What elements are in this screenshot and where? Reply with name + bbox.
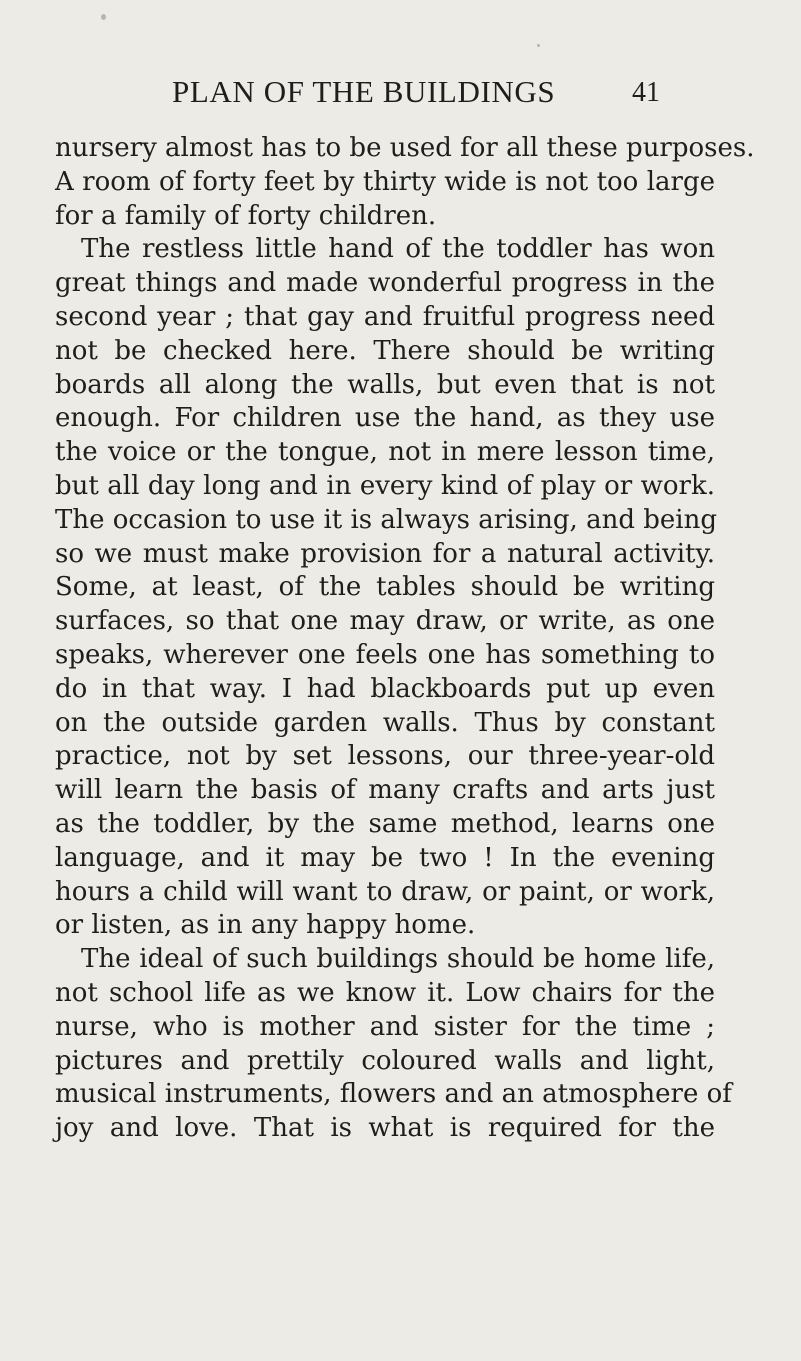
text-line: on the outside garden walls. Thus by constant [55, 707, 715, 738]
text-line: practice, not by set lessons, our three-year-old [55, 741, 715, 772]
text-line: for a family of forty children. [55, 200, 437, 231]
page-number: 41 [632, 77, 660, 108]
body-text [55, 132, 755, 1146]
text-line: boards all along the walls, but even that is not [55, 369, 715, 400]
text-line: great things and made wonderful progress in the [55, 268, 715, 299]
running-title: PLAN OF THE BUILDINGS [172, 74, 556, 109]
text-line: The ideal of such buildings should be home life, [81, 944, 715, 975]
text-line: as the toddler, by the same method, learns one [55, 808, 715, 839]
text-line: second year ; that gay and fruitful progress need [55, 301, 715, 332]
text-line: not be checked here. There should be writing [55, 335, 715, 366]
text-line: will learn the basis of many crafts and arts just [55, 775, 715, 806]
text-line: do in that way. I had blackboards put up even [55, 673, 715, 704]
text-line: surfaces, so that one may draw, or write, as one [55, 606, 715, 637]
text-line: pictures and prettily coloured walls and light, [55, 1045, 715, 1076]
text-line: nursery almost has to be used for all these purposes. [55, 133, 755, 163]
text-line: joy and love. That is what is required for the [55, 1113, 715, 1144]
text-line: but all day long and in every kind of play or work. [55, 470, 715, 501]
text-line: nurse, who is mother and sister for the time ; [55, 1011, 715, 1042]
text-line: The restless little hand of the toddler has won [81, 234, 715, 265]
paper-speck [537, 44, 540, 47]
text-line: or listen, as in any happy home. [55, 910, 476, 941]
text-line: language, and it may be two ! In the evening [55, 842, 715, 873]
paper-speck [101, 14, 106, 20]
text-line: The occasion to use it is always arising, and being [55, 504, 717, 535]
text-line: A room of forty feet by thirty wide is not too large [55, 166, 715, 197]
text-line: hours a child will want to draw, or paint, or work, [55, 876, 715, 907]
text-line: enough. For children use the hand, as they use [55, 403, 715, 434]
text-line: the voice or the tongue, not in mere lesson time, [55, 437, 715, 468]
text-line: so we must make provision for a natural activity. [55, 538, 715, 569]
text-line: musical instruments, flowers and an atmosphere of [55, 1079, 732, 1110]
text-line: not school life as we know it. Low chairs for the [55, 977, 715, 1008]
text-line: speaks, wherever one feels one has something to [55, 639, 715, 670]
text-line: Some, at least, of the tables should be writing [55, 572, 715, 603]
page-header [0, 74, 801, 114]
